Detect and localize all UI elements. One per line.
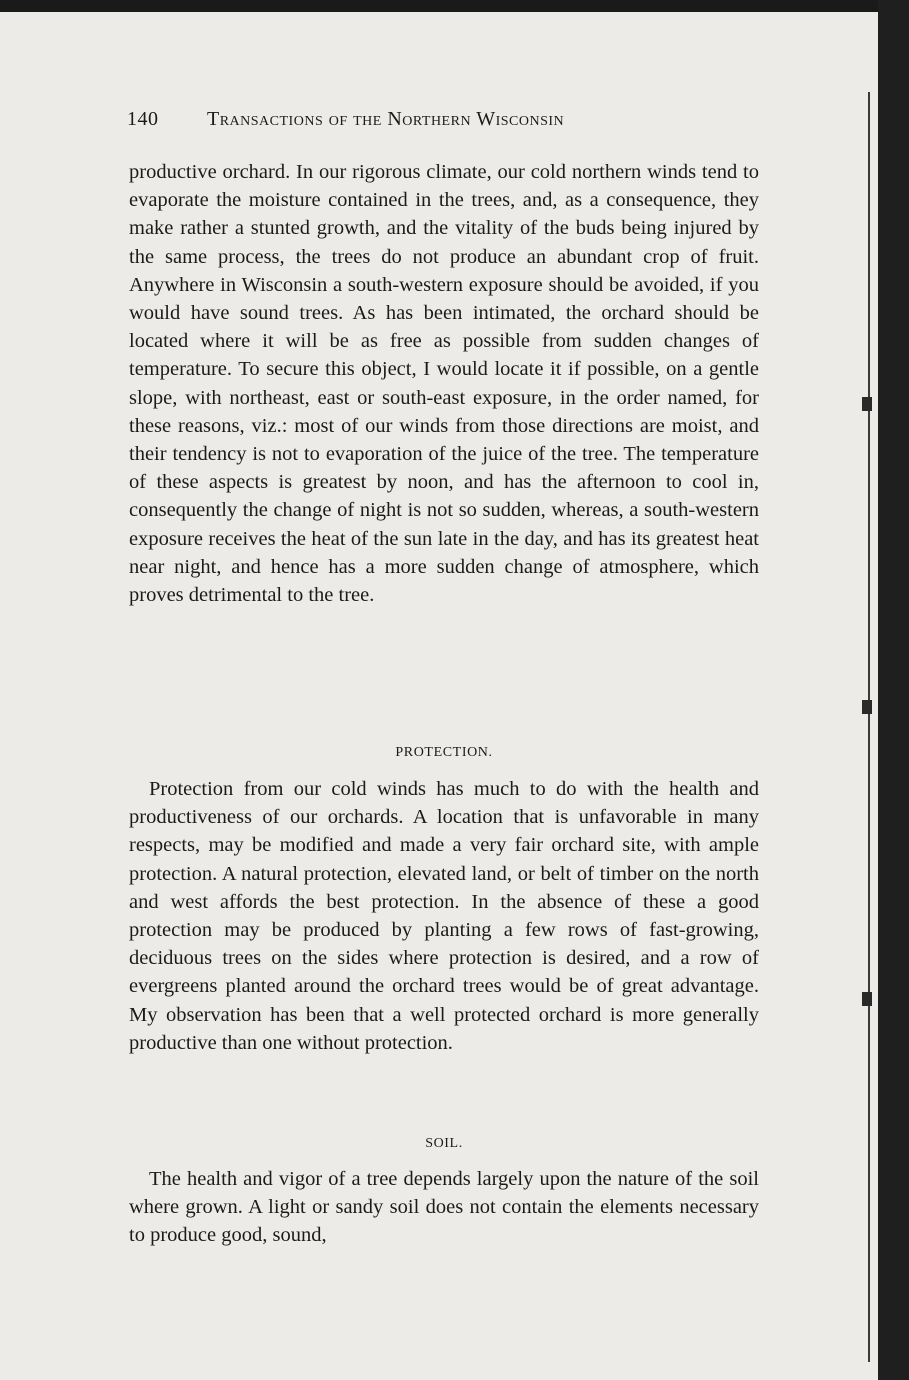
scan-border-right: [878, 0, 909, 1380]
body-paragraph: Protection from our cold winds has much to do with the health and productiveness of our orchards. A location that is unfavorable in many respects, may be modified and made a very fair orchard site, with ample protection. A natural protection, elevated land, or belt of timber on the north and west affords the best protection. In the absence of these a good protection may be produced by planting a few rows of fast-growing, deciduous trees on the sides where protection is desired, and a row of evergreens planted around the orchard trees would be of great advantage. My observation has been that a well protected orchard is more generally productive than one without protection.: [129, 778, 759, 1054]
body-paragraph: The health and vigor of a tree depends largely upon the nature of the soil where grown. A light or sandy soil does not contain the elements necessary to produce good, sound,: [129, 1168, 759, 1247]
binding-mark: [862, 992, 872, 1006]
body-paragraph: productive orchard. In our rigorous climate, our cold northern winds tend to evaporate the moisture contained in the trees, and, as a consequence, they make rather a stunted growth, and the vitality of the buds being injured by the same process, the trees do not produce an abundant crop of fruit. Anywhere in Wisconsin a south-western exposure should be avoided, if you would have sound trees. As has been intimated, the orchard should be located where it will be as free as possible from sudden changes of temperature. To secure this object, I would locate it if possible, on a gentle slope, with northeast, east or south-east exposure, in the order named, for these reasons, viz.: most of our winds from those directions are moist, and their tendency is not to evaporation of the juice of the tree. The temperature of these aspects is greatest by noon, and has the afternoon to cool in, consequently the change of night is not so sudden, whereas, a south-western exposure receives the heat of the sun late in the day, and has its greatest heat near night, and hence has a more sudden change of atmosphere, which proves detrimental to the tree.: [129, 161, 759, 607]
binding-edge: [868, 92, 870, 1362]
section-heading-protection: PROTECTION.: [395, 745, 493, 760]
scan-border-top: [0, 0, 909, 12]
binding-mark: [862, 700, 872, 714]
section-heading-soil: SOIL.: [425, 1136, 463, 1151]
running-header: [127, 108, 767, 138]
binding-mark: [862, 397, 872, 411]
running-title: Transactions of the Northern Wisconsin: [207, 108, 565, 130]
page-number: 140: [127, 108, 159, 130]
